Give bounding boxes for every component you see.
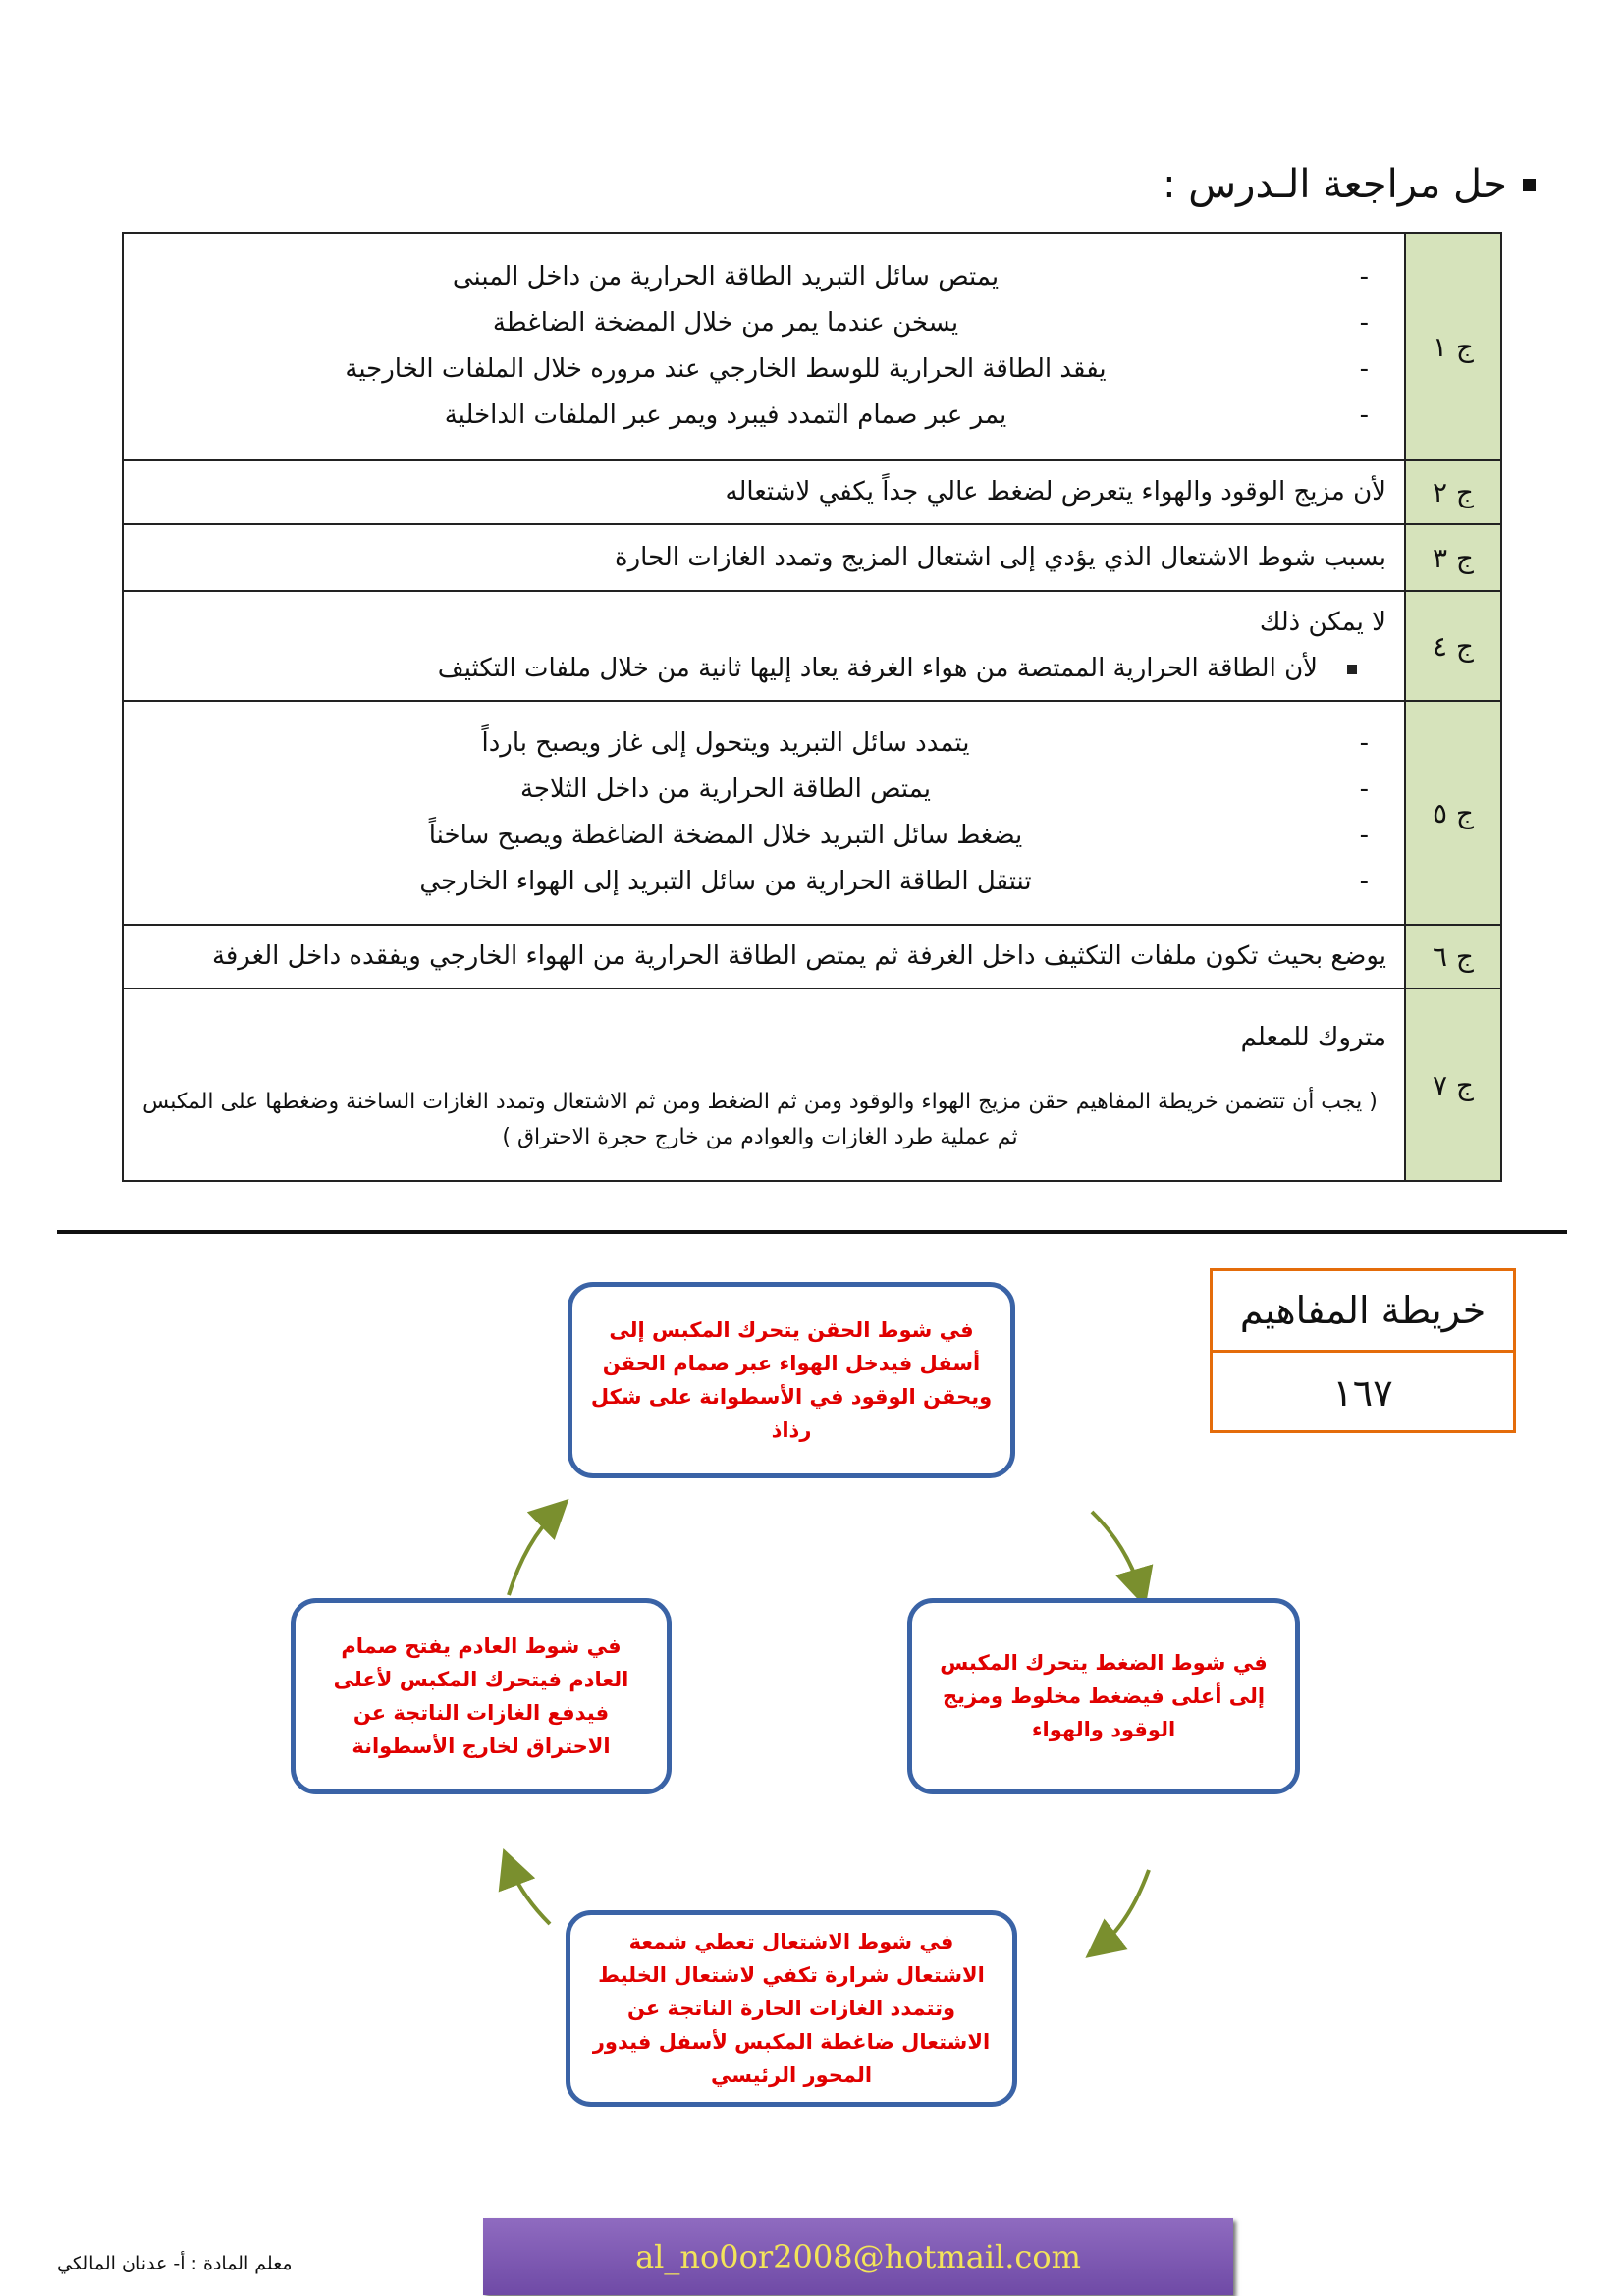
arrow-intake-to-compression [1092,1512,1141,1592]
concept-map-label: خريطة المفاهيم [1213,1271,1513,1353]
question-number: ج ٧ [1405,988,1501,1181]
compression-stroke-node: في شوط الضغط يتحرك المكبس إلى أعلى فيضغط مخلوط ومزيج الوقود والهواء [907,1598,1300,1794]
answer-text: متروك للمعلم [1240,1022,1386,1052]
list-item: - يمتص سائل التبريد الطاقة الحرارية من داخل المبنى [134,254,1386,300]
list-item: - تنتقل الطاقة الحرارية من سائل التبريد إلى الهواء الخارجي [134,859,1386,905]
question-number: ج ١ [1405,233,1501,460]
ignition-stroke-node: في شوط الاشتعال تعطي شمعة الاشتعال شرارة تكفي لاشتعال الخليط وتتمدد الغازات الحارة الناتجة عن الاشتعال ضاغطة المكبس لأسفل فيدور المحور الرئيسي [566,1910,1017,2107]
answer-text: يوضع بحيث تكون ملفات التكثيف داخل الغرفة ثم يمتص الطاقة الحرارية من الهواء الخارجي ويفقده داخل الغرفة [123,925,1405,988]
intake-stroke-node: في شوط الحقن يتحرك المكبس إلى أسفل فيدخل الهواء عبر صمام الحقن ويحقن الوقود في الأسطوانة على شكل رذاذ [568,1282,1015,1478]
list-item: - يمتص الطاقة الحرارية من داخل الثلاجة [134,767,1386,813]
answer-text: بسبب شوط الاشتعال الذي يؤدي إلى اشتعال المزيج وتمدد الغازات الحارة [123,524,1405,591]
list-item: - يضغط سائل التبريد خلال المضخة الضاغطة ويصبح ساخناً [134,813,1386,859]
list-item: لأن الطاقة الحرارية الممتصة من هواء الغرفة يعاد إليها ثانية من خلال ملفات التكثيف [134,646,1386,692]
answer-text: لا يمكن ذلك [1259,608,1386,637]
teacher-note: ( يجب أن تتضمن خريطة المفاهيم حقن مزيج الهواء والوقود ومن ثم الضغط ومن ثم الاشتعال وتمدد الغازات الساخنة وضغطها على المكبس ثم عملية طرد الغازات والعوادم من خارج حجرة الاحتراق ) [142,1089,1378,1149]
list-item: - يتمدد سائل التبريد ويتحول إلى غاز ويصبح بارداً [134,721,1386,767]
answer-text: لأن مزيج الوقود والهواء يتعرض لضغط عالي جداً يكفي لاشتعاله [123,460,1405,524]
exhaust-stroke-node: في شوط العادم يفتح صمام العادم فيتحرك المكبس لأعلى فيدفع الغازات الناتجة عن الاحتراق لخارج الأسطوانة [291,1598,672,1794]
list-item: - يفقد الطاقة الحرارية للوسط الخارجي عند مروره خلال الملفات الخارجية [134,347,1386,393]
list-item: - يمر عبر صمام التمدد فيبرد ويمر عبر الملفات الداخلية [134,393,1386,439]
page-number: ١٦٧ [1332,1371,1393,1415]
email-banner[interactable]: al_no0or2008@hotmail.com [483,2218,1233,2295]
question-number: ج ٦ [1405,925,1501,988]
section-title-text: حل مراجعة الـدرس : [1163,162,1507,207]
question-number: ج ٥ [1405,701,1501,925]
list-item: - يسخن عندما يمر من خلال المضخة الضاغطة [134,300,1386,347]
arrow-compression-to-ignition [1098,1870,1149,1949]
question-number: ج ٢ [1405,460,1501,524]
arrow-ignition-to-exhaust [509,1863,550,1924]
arrow-exhaust-to-intake [509,1510,558,1595]
question-number: ج ٤ [1405,591,1501,701]
question-number: ج ٣ [1405,524,1501,591]
teacher-credit: معلم المادة : أ- عدنان المالكي [57,2253,293,2274]
